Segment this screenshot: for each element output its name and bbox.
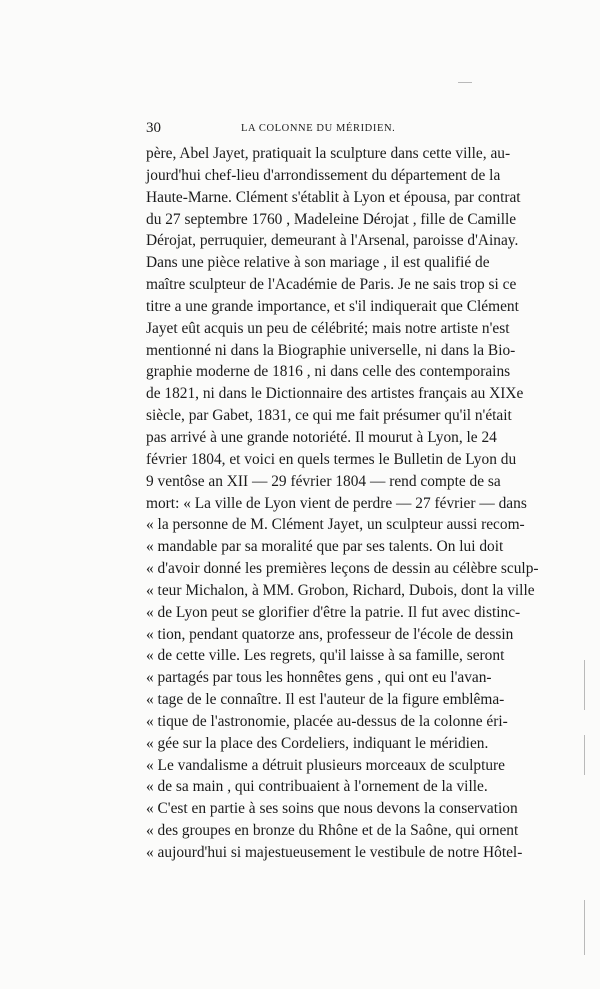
text-line: « teur Michalon, à MM. Grobon, Richard, Dubois, dont la ville <box>146 581 535 599</box>
text-line: maître sculpteur de l'Académie de Paris. Je ne sais trop si ce <box>146 276 517 294</box>
text-line: Dans une pièce relative à son mariage , il est qualifié de <box>146 254 490 272</box>
text-line: mentionné ni dans la Biographie universelle, ni dans la Bio- <box>146 341 516 359</box>
text-line: « de cette ville. Les regrets, qu'il laisse à sa famille, seront <box>146 647 505 665</box>
scan-mark <box>458 82 472 83</box>
text-line: « C'est en partie à ses soins que nous devons la conservation <box>146 800 518 818</box>
text-line: père, Abel Jayet, pratiquait la sculpture dans cette ville, au- <box>146 145 511 162</box>
page-header <box>146 120 452 140</box>
text-line: du 27 septembre 1760 , Madeleine Dérojat , fille de Camille <box>146 210 517 228</box>
page-number: 30 <box>146 120 161 136</box>
text-line: « partagés par tous les honnêtes gens , qui ont eu l'avan- <box>146 669 492 687</box>
text-line: février 1804, et voici en quels termes le Bulletin de Lyon du <box>146 450 517 468</box>
text-line: « des groupes en bronze du Rhône et de la Saône, qui ornent <box>146 822 519 840</box>
text-line: siècle, par Gabet, 1831, ce qui me fait présumer qu'il n'était <box>146 407 512 425</box>
text-line: « de sa main , qui contribuaient à l'ornement de la ville. <box>146 778 488 796</box>
text-line: « la personne de M. Clément Jayet, un sculpteur aussi recom- <box>146 516 525 534</box>
text-line: de 1821, ni dans le Dictionnaire des artistes français au XIXe <box>146 385 524 403</box>
scan-mark <box>584 735 585 775</box>
text-line: jourd'hui chef-lieu d'arrondissement du département de la <box>146 166 501 184</box>
text-line: « tage de le connaître. Il est l'auteur de la figure emblêma- <box>146 691 505 709</box>
text-line: « tique de l'astronomie, placée au-dessus de la colonne éri- <box>146 712 508 730</box>
text-line: « gée sur la place des Cordeliers, indiquant le méridien. <box>146 734 489 752</box>
text-line: « tion, pendant quatorze ans, professeur de l'école de dessin <box>146 625 514 643</box>
text-line: « aujourd'hui si majestueusement le vestibule de notre Hôtel- <box>146 844 523 861</box>
text-line: « mandable par sa moralité que par ses talents. On lui doit <box>146 538 504 556</box>
text-line: titre a une grande importance, et s'il indiquerait que Clément <box>146 297 519 315</box>
text-line: « d'avoir donné les premières leçons de dessin au célèbre sculp- <box>146 560 539 578</box>
running-title: LA COLONNE DU MÉRIDIEN. <box>241 123 396 134</box>
text-line: « Le vandalisme a détruit plusieurs morceaux de sculpture <box>146 756 505 774</box>
text-line: Haute-Marne. Clément s'établit à Lyon et épousa, par contrat <box>146 188 521 206</box>
text-line: mort: « La ville de Lyon vient de perdre — 27 février — dans <box>146 494 527 512</box>
body-text <box>146 143 600 864</box>
text-line: 9 ventôse an XII — 29 février 1804 — rend compte de sa <box>146 472 501 490</box>
scan-mark <box>584 900 585 955</box>
text-line: Jayet eût acquis un peu de célébrité; mais notre artiste n'est <box>146 319 510 337</box>
scan-mark <box>584 660 585 710</box>
text-line: Dérojat, perruquier, demeurant à l'Arsenal, paroisse d'Ainay. <box>146 232 519 250</box>
text-line: pas arrivé à une grande notoriété. Il mourut à Lyon, le 24 <box>146 428 497 446</box>
text-line: « de Lyon peut se glorifier d'être la patrie. Il fut avec distinc- <box>146 603 521 621</box>
text-line: graphie moderne de 1816 , ni dans celle des contemporains <box>146 363 511 381</box>
